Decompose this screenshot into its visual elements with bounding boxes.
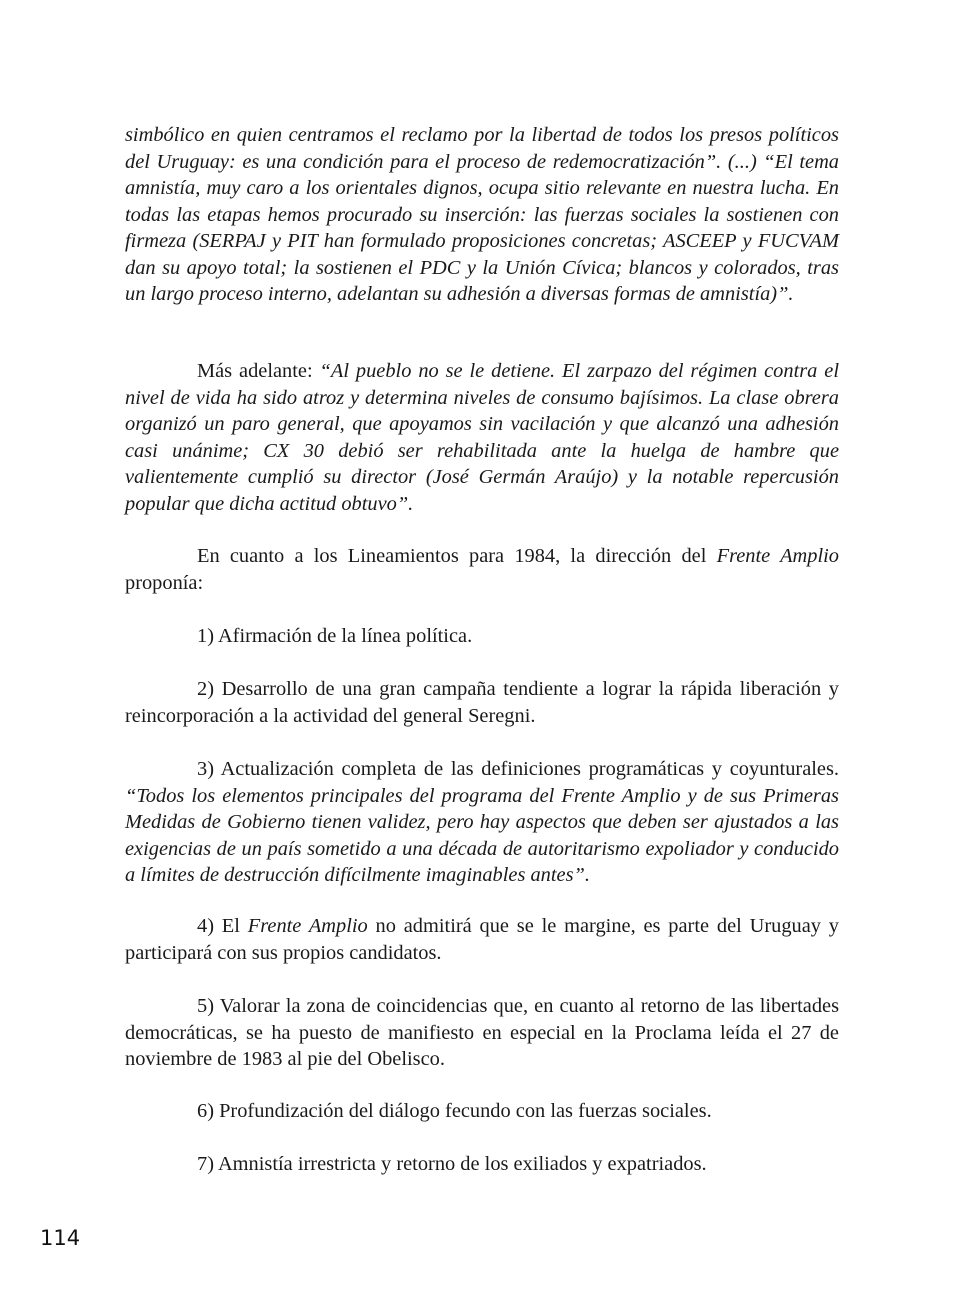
list-item-5-text: 5) Valorar la zona de coincidencias que, en cuanto al retorno de las libertades democráticas, se ha puesto de manifiesto en especial en la Proclama leída el 27 de noviembre de 1983 al pie del Obelisco. xyxy=(125,995,839,1070)
list-item-2-text: 2) Desarrollo de una gran campaña tendiente a lograr la rápida liberación y reincorporación a la actividad del general Seregni. xyxy=(125,678,839,727)
list-item-1-text: 1) Afirmación de la línea política. xyxy=(197,625,473,647)
list-item-3-quote: “Todos los elementos principales del programa del Frente Amplio y de sus Primeras Medidas de Gobierno tienen validez, pero hay aspectos que deben ser ajustados a las exigencias de un país sometido a una década de autoritarismo expoliador y conducido a límites de destrucción difícilmente imaginables antes”. xyxy=(125,784,839,886)
lineamientos-end: proponía: xyxy=(125,571,204,594)
list-item-5 xyxy=(125,993,839,1073)
list-item-4-end: no admitirá que se le margine, es parte del Uruguay y participará con sus propios candidatos. xyxy=(125,915,839,964)
list-item-3-lead: 3) Actualización completa de las definiciones programáticas y coyunturales. xyxy=(197,758,839,780)
quote-continuation-text: simbólico en quien centramos el reclamo por la libertad de todos los presos políticos del Uruguay: es una condición para el proceso de redemocratización”. (...) “El tema amnistía, muy caro a los orientales dignos, ocupa sitio relevante en nuestra lucha. En todas las etapas hemos procurado su inserción: las fuerzas sociales la sostienen con firmeza (SERPAJ y PIT han formulado proposiciones concretas; ASCEEP y FUCVAM dan su apoyo total; la sostienen el PDC y la Unión Cívica; blancos y colorados, tras un largo proceso interno, adelantan su adhesión a diversas formas de amnistía)”. xyxy=(125,124,839,305)
lineamientos-text: En cuanto a los Lineamientos para 1984, la dirección del xyxy=(197,545,717,567)
list-item-4-frente-amplio: Frente Amplio xyxy=(247,915,368,937)
list-item-4 xyxy=(125,913,839,966)
mas-adelante-quote: “Al pueblo no se le detiene. El zarpazo del régimen contra el nivel de vida ha sido atroz y determina niveles de consumo bajísimos. La clase obrera organizó un paro general, que apoyamos sin vacilación y que alcanzó una adhesión casi unánime; CX 30 debió ser rehabilitada ante la huelga de hambre que valientemente cumplió su director (José Germán Araújo) y la notable repercusión popular que dicha actitud obtuvo”. xyxy=(125,360,839,515)
quote-continuation-paragraph xyxy=(125,122,839,308)
mas-adelante-paragraph xyxy=(125,358,839,517)
list-item-3 xyxy=(125,756,839,889)
list-item-4-lead: 4) El xyxy=(197,915,248,937)
lineamientos-paragraph xyxy=(125,543,839,596)
list-item-6-text: 6) Profundización del diálogo fecundo con las fuerzas sociales. xyxy=(197,1100,712,1122)
list-item-2 xyxy=(125,676,839,729)
list-item-7-text: 7) Amnistía irrestricta y retorno de los exiliados y expatriados. xyxy=(197,1153,707,1175)
frente-amplio-name: Frente Amplio xyxy=(716,545,839,567)
mas-adelante-lead: Más adelante: xyxy=(197,360,320,382)
list-item-7 xyxy=(125,1151,839,1178)
list-item-1 xyxy=(125,623,839,650)
page-number: 114 xyxy=(40,1226,81,1250)
list-item-6 xyxy=(125,1098,839,1125)
